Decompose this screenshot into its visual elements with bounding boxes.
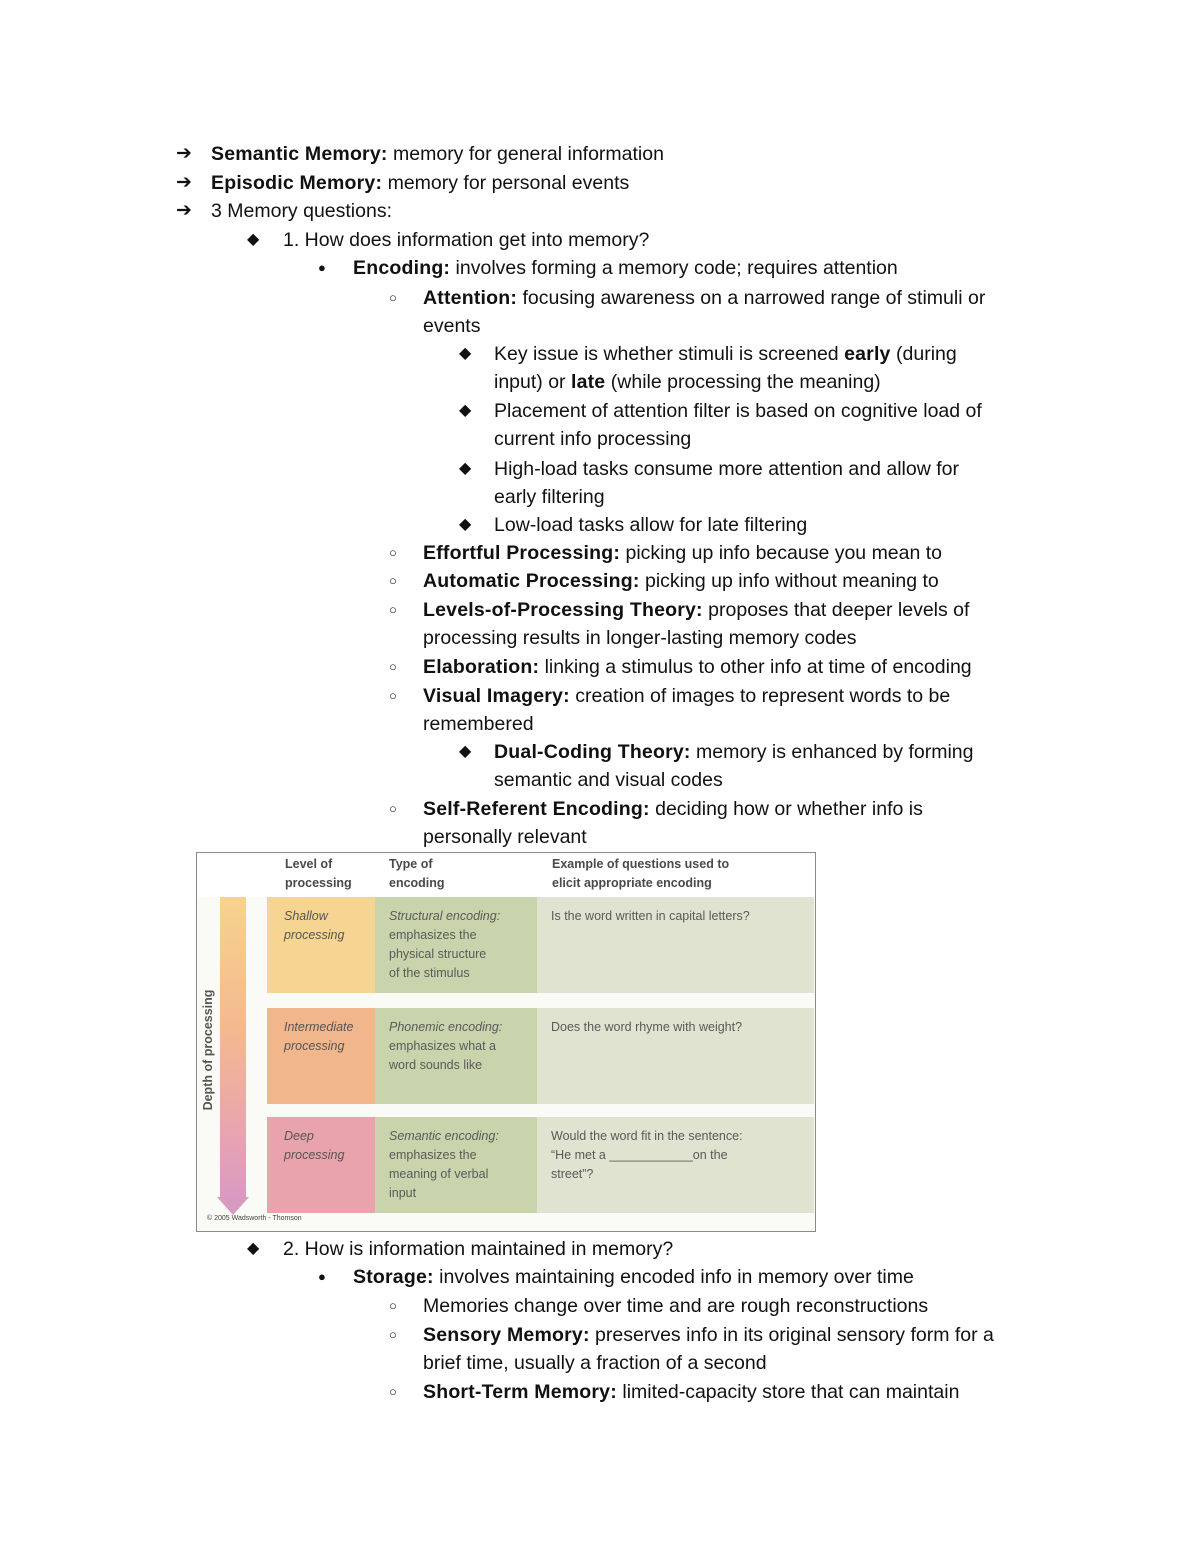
levels-item xyxy=(423,596,969,624)
sensory-memory-item-cont: brief time, usually a fraction of a second xyxy=(423,1352,767,1374)
text: 3 Memory questions: xyxy=(211,200,392,222)
effortful-item xyxy=(423,539,942,567)
encoding-cell xyxy=(375,1117,537,1213)
encoding-cell xyxy=(375,897,537,993)
term: Dual-Coding Theory: xyxy=(494,741,691,763)
emphasis: early xyxy=(844,343,891,365)
visual-imagery-item-cont: remembered xyxy=(423,713,534,735)
encoding-text xyxy=(389,907,500,983)
header-example: Example of questions used to elicit appropriate encoding xyxy=(552,857,730,890)
diamond-bullet: ◆ xyxy=(459,743,472,760)
deep-row xyxy=(267,1117,814,1213)
arrow-bullet: ➔ xyxy=(176,172,192,193)
definition: limited-capacity store that can maintain xyxy=(616,1381,960,1403)
term: Effortful Processing: xyxy=(423,542,621,564)
circle-bullet: ○ xyxy=(389,545,397,560)
circle-bullet: ○ xyxy=(389,688,397,703)
definition: memory for personal events xyxy=(382,172,630,194)
level-cell xyxy=(267,1117,375,1213)
header-type: Type of encoding xyxy=(389,857,445,890)
circle-bullet: ○ xyxy=(389,659,397,674)
dot-bullet: ● xyxy=(318,260,326,275)
self-referent-item-cont: personally relevant xyxy=(423,826,587,848)
question-cell xyxy=(537,897,814,993)
circle-bullet: ○ xyxy=(389,1298,397,1313)
encoding-title: Semantic encoding: xyxy=(389,1129,499,1143)
encoding-title: Phonemic encoding: xyxy=(389,1020,503,1034)
arrow-bullet: ➔ xyxy=(176,200,192,221)
level-cell xyxy=(267,1008,375,1104)
encoding-text xyxy=(389,1018,502,1075)
text: Key issue is whether stimuli is screened xyxy=(494,343,845,365)
question-1: 1. How does information get into memory? xyxy=(283,229,650,251)
text: (while processing the meaning) xyxy=(605,371,881,393)
depth-gradient-bar xyxy=(220,897,246,1197)
dual-coding-item-cont: semantic and visual codes xyxy=(494,769,723,791)
definition: involves forming a memory code; requires attention xyxy=(450,257,898,279)
definition: memory is enhanced by forming xyxy=(690,741,974,763)
automatic-item xyxy=(423,567,939,595)
definition: memory for general information xyxy=(387,143,664,165)
diamond-bullet: ◆ xyxy=(459,345,472,362)
diamond-bullet: ◆ xyxy=(247,231,260,248)
attention-sub-c: High-load tasks consume more attention and allow for xyxy=(494,458,959,480)
encoding-title: Structural encoding: xyxy=(389,909,501,923)
term: Levels-of-Processing Theory: xyxy=(423,599,703,621)
attention-sub-a-cont xyxy=(494,368,881,396)
arrow-bullet: ➔ xyxy=(176,143,192,164)
attention-sub-c-cont: early filtering xyxy=(494,486,605,508)
depth-arrow-icon xyxy=(217,1197,249,1215)
definition: involves maintaining encoded info in memory over time xyxy=(433,1266,914,1288)
definition: linking a stimulus to other info at time of encoding xyxy=(539,656,972,678)
diamond-bullet: ◆ xyxy=(247,1240,260,1257)
level-text: Intermediate processing xyxy=(284,1020,354,1053)
attention-item-cont: events xyxy=(423,315,481,337)
text: (during xyxy=(890,343,957,365)
self-referent-item xyxy=(423,795,923,823)
question-text: Does the word rhyme with weight? xyxy=(551,1020,743,1034)
emphasis: late xyxy=(570,371,606,393)
term: Encoding: xyxy=(353,257,451,279)
attention-sub-b-cont: current info processing xyxy=(494,428,692,450)
term: Visual Imagery: xyxy=(423,685,570,707)
semantic-memory-item xyxy=(211,140,664,168)
circle-bullet: ○ xyxy=(389,290,397,305)
diamond-bullet: ◆ xyxy=(459,516,472,533)
dot-bullet: ● xyxy=(318,1269,326,1284)
term: Self-Referent Encoding: xyxy=(423,798,650,820)
term: Storage: xyxy=(353,1266,434,1288)
circle-bullet: ○ xyxy=(389,602,397,617)
figure-copyright: © 2005 Wadsworth - Thomson xyxy=(207,1215,302,1222)
encoding-desc: emphasizes the meaning of verbal input xyxy=(389,1148,489,1200)
text: input) or xyxy=(494,371,571,393)
levels-item-cont: processing results in longer-lasting memory codes xyxy=(423,627,857,649)
short-term-memory-item xyxy=(423,1378,959,1406)
question-cell xyxy=(537,1008,814,1104)
header-level: Level of processing xyxy=(285,857,352,890)
visual-imagery-item xyxy=(423,682,950,710)
levels-of-processing-figure xyxy=(196,852,816,1232)
encoding-desc: emphasizes the physical structure of the stimulus xyxy=(389,928,487,980)
diamond-bullet: ◆ xyxy=(459,460,472,477)
definition: deciding how or whether info is xyxy=(649,798,923,820)
encoding-text xyxy=(389,1127,499,1203)
term: Elaboration: xyxy=(423,656,540,678)
term: Attention: xyxy=(423,287,518,309)
intermediate-row xyxy=(267,1008,814,1104)
term: Sensory Memory: xyxy=(423,1324,590,1346)
definition: proposes that deeper levels of xyxy=(702,599,970,621)
term: Automatic Processing: xyxy=(423,570,640,592)
circle-bullet: ○ xyxy=(389,573,397,588)
question-2: 2. How is information maintained in memory? xyxy=(283,1238,674,1260)
attention-item xyxy=(423,284,985,312)
circle-bullet: ○ xyxy=(389,801,397,816)
level-text: Deep processing xyxy=(284,1129,345,1162)
sensory-memory-item xyxy=(423,1321,994,1349)
attention-sub-b: Placement of attention filter is based on cognitive load of xyxy=(494,400,982,422)
shallow-row xyxy=(267,897,814,993)
memories-change-item: Memories change over time and are rough reconstructions xyxy=(423,1295,929,1317)
diamond-bullet: ◆ xyxy=(459,402,472,419)
level-text: Shallow processing xyxy=(284,909,345,942)
question-text: Is the word written in capital letters? xyxy=(551,909,750,923)
definition: picking up info without meaning to xyxy=(639,570,939,592)
memory-questions-item xyxy=(211,197,392,225)
episodic-memory-item xyxy=(211,169,629,197)
definition: preserves info in its original sensory form for a xyxy=(589,1324,994,1346)
attention-sub-a xyxy=(494,340,957,368)
dual-coding-item xyxy=(494,738,974,766)
question-cell xyxy=(537,1117,814,1213)
term: Short-Term Memory: xyxy=(423,1381,617,1403)
definition: focusing awareness on a narrowed range of stimuli or xyxy=(517,287,986,309)
attention-sub-d: Low-load tasks allow for late filtering xyxy=(494,514,808,536)
depth-axis-label: Depth of processing xyxy=(201,989,215,1111)
term: Episodic Memory: xyxy=(211,172,383,194)
term: Semantic Memory: xyxy=(211,143,388,165)
definition: picking up info because you mean to xyxy=(620,542,943,564)
question-text: Would the word fit in the sentence: “He met a ____________on the street”? xyxy=(551,1129,743,1181)
encoding-item xyxy=(353,254,898,282)
elaboration-item xyxy=(423,653,972,681)
circle-bullet: ○ xyxy=(389,1384,397,1399)
figure-header xyxy=(197,855,815,897)
encoding-desc: emphasizes what a word sounds like xyxy=(389,1039,497,1072)
level-cell xyxy=(267,897,375,993)
storage-item xyxy=(353,1263,914,1291)
encoding-cell xyxy=(375,1008,537,1104)
definition: creation of images to represent words to be xyxy=(569,685,951,707)
circle-bullet: ○ xyxy=(389,1327,397,1342)
